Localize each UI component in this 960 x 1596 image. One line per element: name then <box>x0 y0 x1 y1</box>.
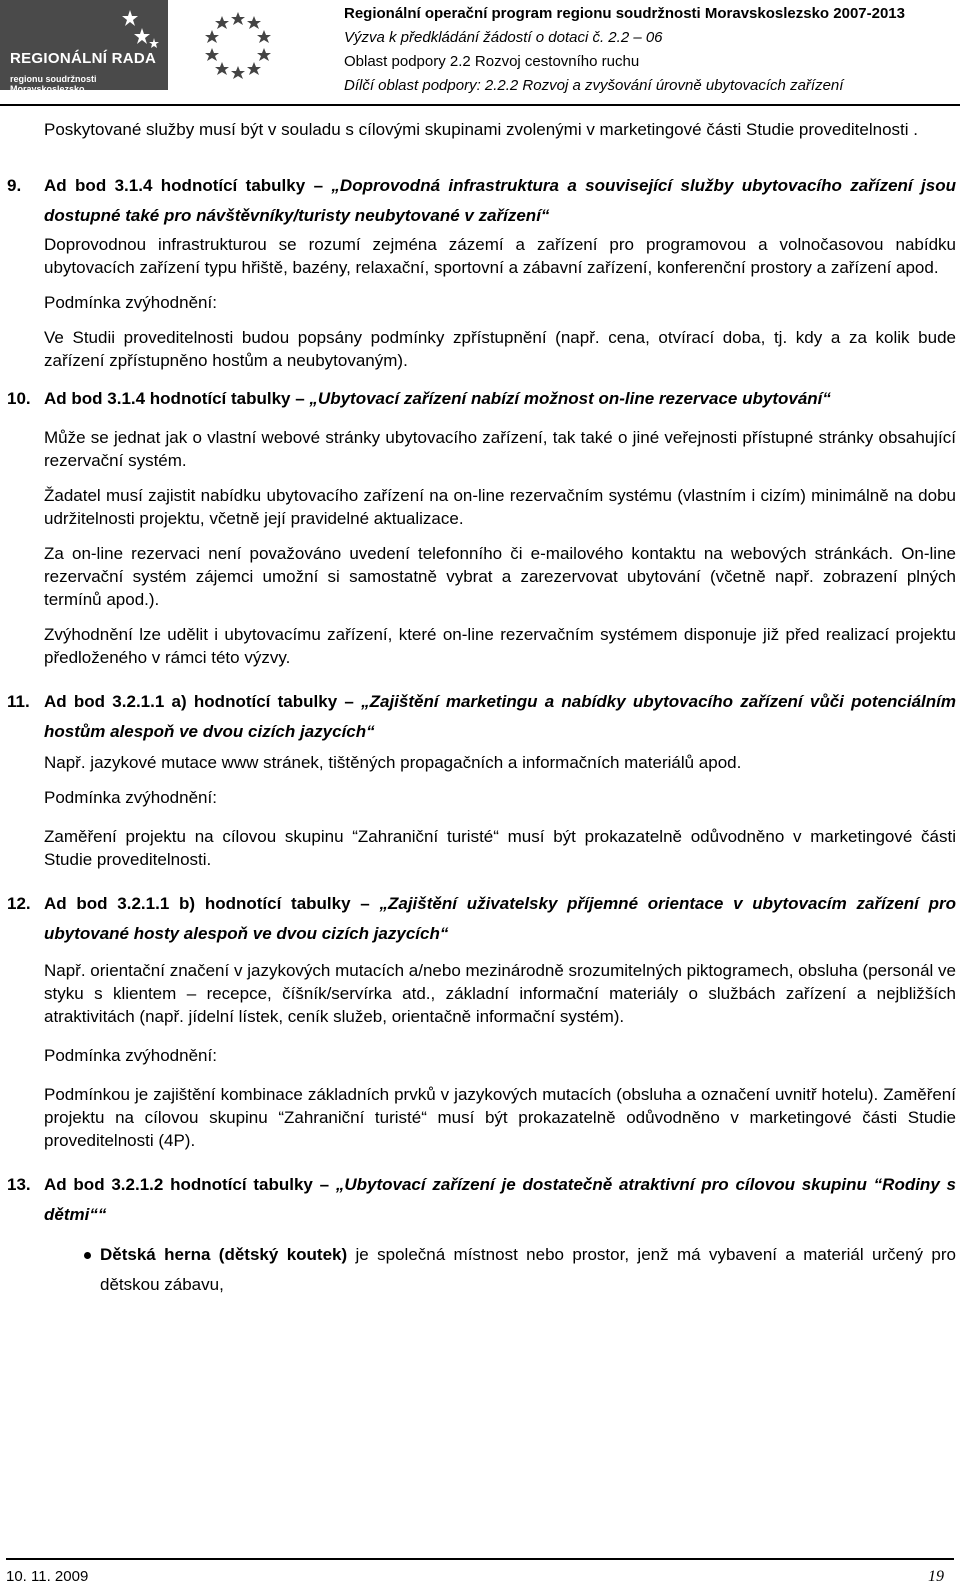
section-10-heading: 10. Ad bod 3.1.4 hodnotící tabulky – „Ubytovací zařízení nabízí možnost on-line rezervace ubytování“ <box>44 384 956 414</box>
bullet-dot-icon <box>84 1252 91 1259</box>
header-support-area: Oblast podpory 2.2 Rozvoj cestovního ruchu <box>344 53 640 70</box>
section-10-number: 10. <box>7 389 31 408</box>
section-12-heading: 12. Ad bod 3.2.1.1 b) hodnotící tabulky – „Zajištění uživatelsky příjemné orientace v ubytovacím zařízení pro ubytované hosty alespoň ve dvou cizích jazycích“ <box>44 889 956 949</box>
section-9-condition: Ve Studii proveditelnosti budou popsány podmínky zpřístupnění (např. cena, otvírací doba, tj. kdy a za kolik bude zařízení zpřístupněno hostům a neubytovaným). <box>44 328 956 370</box>
eu-stars-icon <box>204 10 272 82</box>
section-10 <box>7 384 956 669</box>
page-number: 19 <box>928 1568 944 1585</box>
section-10-paragraph-2: Žadatel musí zajistit nabídku ubytovacího zařízení na on-line rezervačním systému (vlastním i cizím) minimálně na dobu udržitelnosti projektu, včetně její pravidelné aktualizace. <box>44 486 956 528</box>
section-13-number: 13. <box>7 1175 31 1194</box>
footer-date: 10. 11. 2009 <box>6 1568 89 1585</box>
regional-council-logo <box>0 0 168 94</box>
page-footer <box>6 1558 954 1585</box>
page-header <box>0 0 960 106</box>
logo-subtitle: regionu soudržnosti Moravskoslezsko <box>10 74 97 94</box>
section-12-paragraph: Např. orientační značení v jazykových mutacích a/nebo mezinárodně srozumitelných piktogramech, obsluha (personál ve styku s klientem – recepce, číšník/servírka atd., základní informační materiály o službách zařízení a nejbližších atraktivitách (např. jídelní lístek, ceník služeb, orientačně informační systém). <box>44 961 956 1026</box>
section-11 <box>7 687 956 871</box>
section-13-heading: 13. Ad bod 3.2.1.2 hodnotící tabulky – „Ubytovací zařízení je dostatečně atraktivní pro cílovou skupinu “Rodiny s dětmi““ <box>44 1170 956 1230</box>
section-10-paragraph-1: Může se jednat jak o vlastní webové stránky ubytovacího zařízení, tak také o jiné veřejnosti přístupné stránky obsahující rezervační systém. <box>44 428 956 470</box>
document-body <box>7 118 956 1300</box>
logo-title: REGIONÁLNÍ RADA <box>10 50 157 67</box>
section-9 <box>7 171 956 372</box>
header-call: Výzva k předkládání žádostí o dotaci č. 2.2 – 06 <box>344 29 663 46</box>
header-lines <box>344 2 956 98</box>
section-11-condition: Zaměření projektu na cílovou skupinu “Zahraniční turisté“ musí být prokazatelně odůvodněno v marketingové části Studie proveditelnosti. <box>44 827 956 869</box>
section-9-heading: 9. Ad bod 3.1.4 hodnotící tabulky – „Doprovodná infrastruktura a související služby ubytovacího zařízení jsou dostupné také pro návštěvníky/turisty neubytované v zařízení“ <box>44 171 956 231</box>
bullet-bold: Dětská herna (dětský koutek) <box>100 1245 348 1264</box>
section-9-condition-label: Podmínka zvýhodnění: <box>44 293 217 312</box>
bullet-text: je společná místnost nebo prostor, jenž má vybavení a materiál určený pro dětskou zábavu, <box>100 1245 956 1294</box>
logo-stars-icon <box>100 8 162 48</box>
header-sub-area: Dílčí oblast podpory: 2.2.2 Rozvoj a zvyšování úrovně ubytovacích zařízení <box>344 77 844 94</box>
section-12 <box>7 889 956 1152</box>
section-12-number: 12. <box>7 894 31 913</box>
section-13 <box>7 1170 956 1300</box>
section-10-paragraph-4: Zvýhodnění lze udělit i ubytovacímu zařízení, které on-line rezervačním systémem disponuje již před realizací projektu předloženého v rámci této výzvy. <box>44 625 956 667</box>
intro-paragraph: Poskytované služby musí být v souladu s cílovými skupinami zvolenými v marketingové části Studie proveditelnosti . <box>44 120 918 139</box>
section-11-number: 11. <box>7 692 30 711</box>
section-11-paragraph: Např. jazykové mutace www stránek, tištěných propagačních a informačních materiálů apod. <box>44 753 742 772</box>
bullet-item <box>0 1240 956 1300</box>
section-11-condition-label: Podmínka zvýhodnění: <box>44 788 217 807</box>
section-10-paragraph-3: Za on-line rezervaci není považováno uvedení telefonního či e-mailového kontaktu na webových stránkách. On-line rezervační systém zájemci umožní si samostatně vybrat a zarezervovat ubytování (včetně např. zobrazení plných termínů apod.). <box>44 544 956 609</box>
section-11-heading: 11. Ad bod 3.2.1.1 a) hodnotící tabulky – „Zajištění marketingu a nabídky ubytovacího zařízení vůči potenciálním hostům alespoň ve dvou cizích jazycích“ <box>44 687 956 747</box>
section-9-number: 9. <box>7 176 22 195</box>
section-9-paragraph: Doprovodnou infrastrukturou se rozumí zejména zázemí a zařízení pro programovou a volnočasovou nabídku ubytovacích zařízení typu hřiště, bazény, relaxační, sportovní a zábavní zařízení, konferenční prostory a zařízení apod. <box>44 235 956 277</box>
section-12-condition: Podmínkou je zajištění kombinace základních prvků v jazykových mutacích (obsluha a označení uvnitř hotelu). Zaměření projektu na cílovou skupinu “Zahraniční turisté“ musí být prokazatelně odůvodněno v marketingové části Studie proveditelnosti (4P). <box>44 1085 956 1150</box>
header-program: Regionální operační program regionu soudržnosti Moravskoslezsko 2007-2013 <box>344 5 905 22</box>
section-12-condition-label: Podmínka zvýhodnění: <box>44 1046 217 1065</box>
